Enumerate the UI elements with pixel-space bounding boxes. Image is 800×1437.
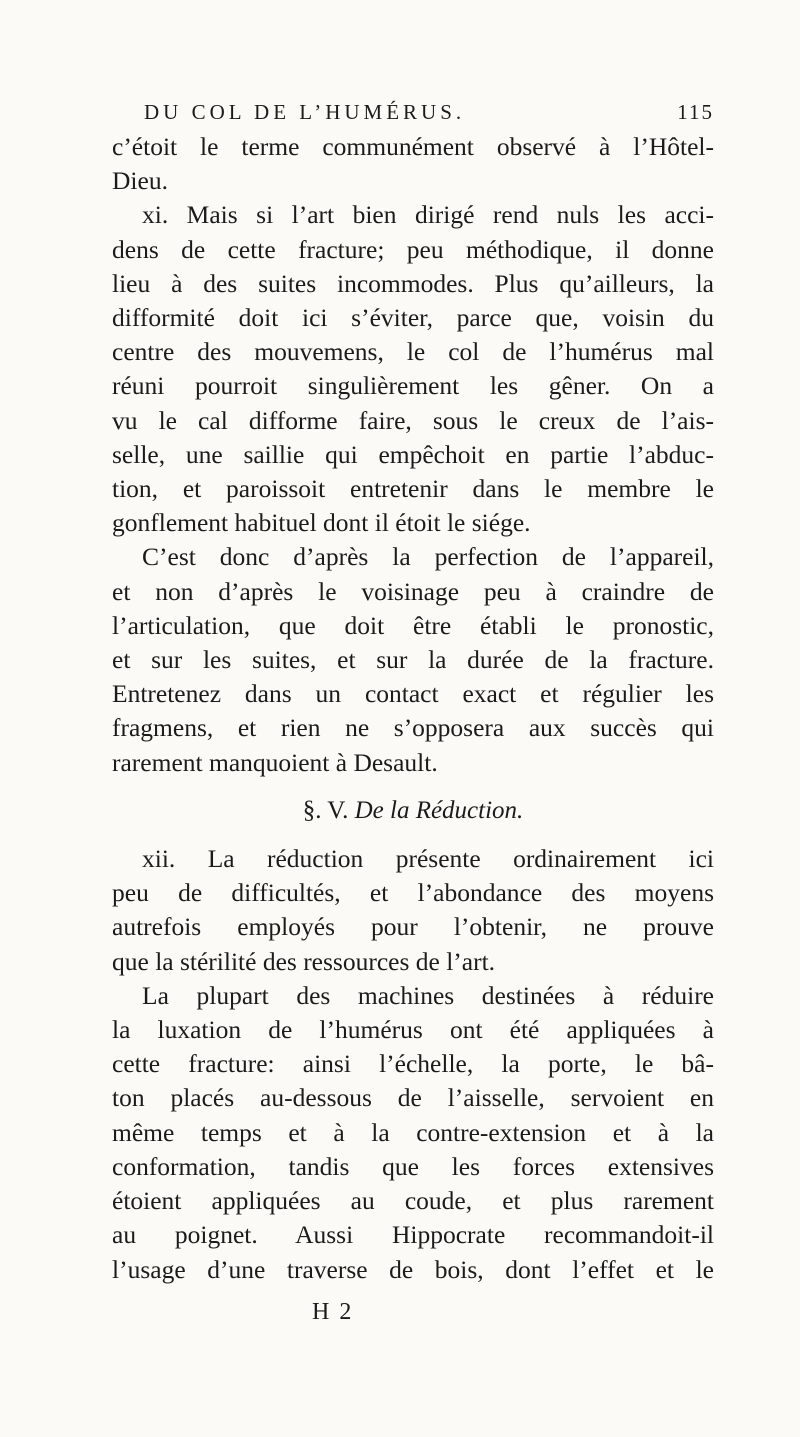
section-title: De la Réduction.	[354, 796, 524, 824]
text-line: Dieu.	[112, 166, 168, 196]
running-title: DU COL DE L’HUMÉRUS.	[144, 100, 466, 124]
text-line: cette fracture: ainsi l’échelle, la porte, le bâ-	[112, 1049, 714, 1079]
text-line: tion, et paroissoit entretenir dans le membre le	[112, 474, 714, 504]
text-line: l’articulation, que doit être établi le pronostic,	[112, 610, 714, 640]
text-line: difformité doit ici s’éviter, parce que, voisin du	[112, 303, 714, 333]
text-line: c’étoit le terme communément observé à l’Hôtel-	[112, 132, 714, 161]
text-line: ton placés au-dessous de l’aisselle, servoient en	[112, 1083, 714, 1113]
text-line: que la stérilité des ressources de l’art.	[112, 946, 496, 976]
text-line: selle, une saillie qui empêchoit en partie l’abduc-	[112, 439, 714, 469]
text-line: gonflement habituel dont il étoit le siége.	[112, 508, 531, 538]
section-heading	[112, 794, 714, 828]
text-line: l’usage d’une traverse de bois, dont l’effet et le	[112, 1254, 714, 1284]
paragraph-machines	[112, 979, 714, 1287]
paragraph-xi	[112, 198, 714, 540]
paragraph-xii	[112, 842, 714, 979]
text-line: autrefois employés pour l’obtenir, ne prouve	[112, 912, 714, 942]
text-line: xii. La réduction présente ordinairement ici	[142, 844, 714, 874]
text-line: étoient appliquées au coude, et plus rarement	[112, 1186, 714, 1216]
running-head	[112, 94, 714, 130]
text-line: et sur les suites, et sur la durée de la fracture.	[112, 645, 714, 675]
text-line: et non d’après le voisinage peu à craindre de	[112, 576, 714, 606]
book-page	[112, 94, 714, 1434]
text-line: fragmens, et rien ne s’opposera aux succès qui	[112, 713, 714, 743]
text-line: centre des mouvemens, le col de l’humérus mal	[112, 337, 714, 367]
text-line: rarement manquoient à Desault.	[112, 747, 438, 777]
text-line: peu de difficultés, et l’abondance des moyens	[112, 878, 714, 908]
page-number: 115	[677, 100, 714, 124]
signature-mark: H 2	[312, 1299, 354, 1325]
text-line: xi. Mais si l’art bien dirigé rend nuls les acci-	[142, 200, 714, 230]
paragraph-continued	[112, 130, 714, 198]
text-line: C’est donc d’après la perfection de l’appareil,	[142, 542, 714, 572]
section-number: §. V.	[302, 796, 349, 824]
text-line: même temps et à la contre-extension et à la	[112, 1117, 714, 1147]
text-line: lieu à des suites incommodes. Plus qu’ailleurs, la	[112, 268, 714, 298]
text-line: vu le cal difforme faire, sous le creux de l’ais-	[112, 405, 714, 435]
text-line: la luxation de l’humérus ont été appliquées à	[112, 1015, 714, 1045]
text-line: au poignet. Aussi Hippocrate recommandoit-il	[112, 1220, 714, 1250]
text-line: réuni pourroit singulièrement les gêner. On a	[112, 371, 714, 401]
text-line: conformation, tandis que les forces extensives	[112, 1151, 714, 1181]
paragraph-prognosis	[112, 540, 714, 779]
text-line: Entretenez dans un contact exact et régulier les	[112, 679, 714, 709]
text-line: La plupart des machines destinées à réduire	[142, 980, 714, 1010]
text-line: dens de cette fracture; peu méthodique, il donne	[112, 234, 714, 264]
